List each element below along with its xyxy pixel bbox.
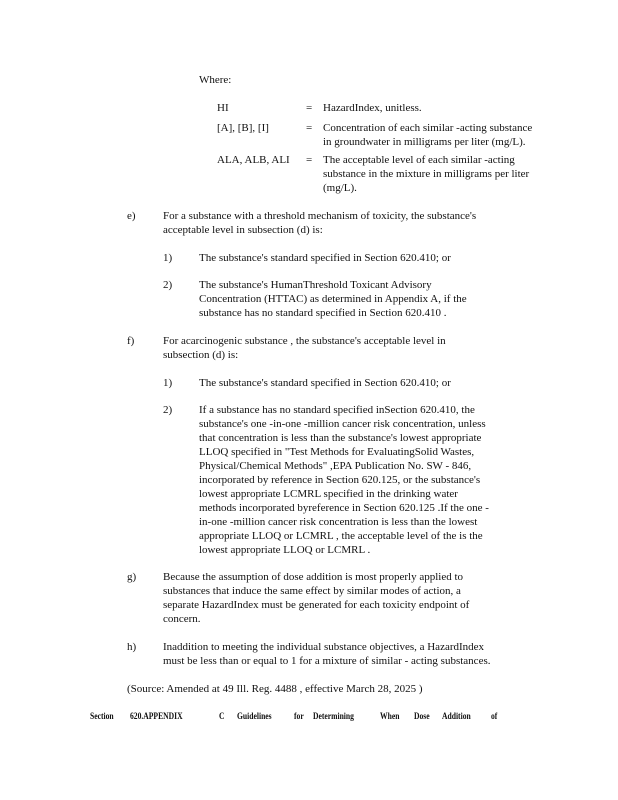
paragraph-e-text: For a substance with a threshold mechanism of toxicity, the substance's acceptable level in subsection (d) is:	[163, 210, 477, 236]
where-label: Where:	[199, 74, 232, 86]
heading-word: Determining	[313, 712, 354, 722]
paragraph-h-label: h)	[127, 641, 137, 653]
heading-word: for	[294, 712, 304, 722]
definition-text: Concentration of each similar -acting substance in groundwater in milligrams per liter (mg/L).	[323, 122, 533, 148]
definition-equals: =	[306, 122, 313, 134]
paragraph-e-label: e)	[127, 210, 136, 222]
heading-word: When	[380, 712, 400, 722]
paragraph-f-item-1-text: The substance's standard specified in Section 620.410; or	[199, 377, 451, 389]
definition-term-acceptable-levels: ALA, ALB, ALI	[217, 154, 290, 166]
definition-equals: =	[306, 154, 313, 166]
heading-section: Section	[90, 712, 114, 722]
definition-text: The acceptable level of each similar -acting substance in the mixture in milligrams per liter (mg/L).	[323, 154, 530, 194]
paragraph-f-item-2-number: 2)	[163, 404, 173, 416]
paragraph-h-text: Inaddition to meeting the individual substance objectives, a HazardIndex must be less than or equal to 1 for a mixture of similar - acting substances.	[163, 641, 491, 667]
paragraph-g-label: g)	[127, 571, 137, 583]
heading-word: Guidelines	[237, 712, 272, 722]
paragraph-f-item-1-number: 1)	[163, 377, 173, 389]
definition-term-hi: HI	[217, 102, 229, 114]
heading-word: Dose	[414, 712, 430, 722]
heading-appendix-number: 620.APPENDIX	[130, 712, 183, 722]
paragraph-e-item-2-number: 2)	[163, 279, 173, 291]
heading-appendix-letter: C	[219, 712, 225, 722]
paragraph-e-item-1-text: The substance's standard specified in Section 620.410; or	[199, 252, 451, 264]
definition-term-concentrations: [A], [B], [I]	[217, 122, 269, 134]
heading-word: Addition	[442, 712, 471, 722]
paragraph-e-item-2-text: The substance's HumanThreshold Toxicant Advisory Concentration (HTTAC) as determined in Appendix A, if the substance has no standard specified in Section 620.410 .	[199, 279, 467, 319]
definition-equals: =	[306, 102, 313, 114]
paragraph-f-label: f)	[127, 335, 135, 347]
paragraph-g-text: Because the assumption of dose addition is most properly applied to substances that induce the same effect by similar modes of action, a separate HazardIndex must be generated for each toxicity endpoint of concern.	[163, 571, 470, 625]
paragraph-f-text: For acarcinogenic substance , the substance's acceptable level in subsection (d) is:	[163, 335, 446, 361]
paragraph-f-item-2-text: If a substance has no standard specified inSection 620.410, the substance's one -in-one -million cancer risk concentration, unless that concentration is less than the substance's lowest appropriate LLOQ specified in "Test Methods for EvaluatingSolid Wastes, Physical/Chemical Methods" ,EPA Publication No. SW - 846, incorporated by reference in Section 620.125, or the substance's lowest appropriate LCMRL specified in the drinking water methods incorporated byreference in Section 620.125 .If the one - in-one -million cancer risk concentration is less than the lowest appropriate LLOQ or LCMRL , the acceptable level of the is the lowest appropriate LLOQ or LCMRL .	[199, 404, 489, 556]
source-note: (Source: Amended at 49 Ill. Reg. 4488 , effective March 28, 2025 )	[127, 683, 423, 695]
heading-word: of	[491, 712, 498, 722]
definition-text: HazardIndex, unitless.	[323, 102, 422, 114]
paragraph-e-item-1-number: 1)	[163, 252, 173, 264]
